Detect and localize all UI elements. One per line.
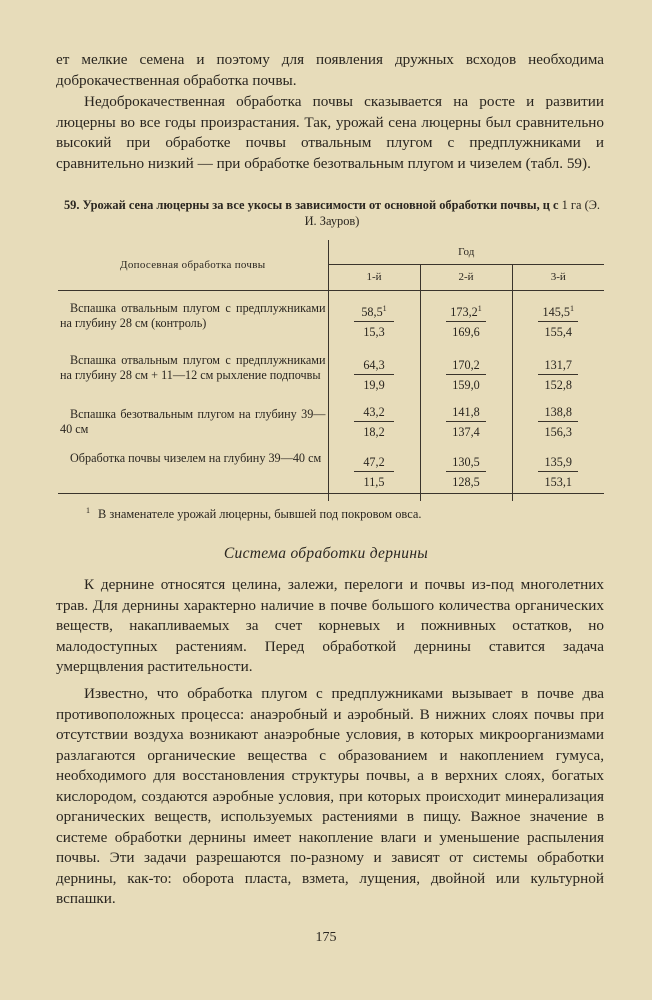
table-row (58, 405, 604, 449)
cell: 43,2 18,2 (328, 405, 420, 449)
row-label: Обработка почвы чизелем на глубину 39—40 см (70, 451, 322, 465)
paragraph-sod-definition: К дернине относятся целина, залежи, перелоги и почвы из-под многолетних трав. Для дернины характерно наличие в почве большого количества органических веществ, накапливаемых за счет корневых и пожнивных остатков, но малодоступных растениям. Перед обработкой дернины ставится задача умерщвления растительности. (56, 576, 604, 675)
row-label: Вспашка отвальным плугом с предплужниками на глубину 28 см (контроль) (60, 301, 326, 330)
page-number: 175 (315, 930, 337, 945)
footnote-text: В знаменателе урожай люцерны, бывшей под покровом овса. (98, 507, 422, 521)
cell: 135,9 153,1 (512, 449, 604, 501)
header-year: Год (328, 240, 604, 265)
paragraph-plowing-processes: Известно, что обработка плугом с предплужниками вызывает в почве два противоположных процесса: анаэробный и аэробный. В нижних слоях почвы при отсутствии воздуха возникают анаэробные условия, в которых микроорганизмами разлагаются органические вещества с образованием и накоплением гумуса, необходимого для восстановления структуры почвы, а в верхних слоях, богатых кислородом, создаются аэробные условия, при которых происходит минерализация органических веществ, используемых растениями в пищу. Важное значение в системе обработки дернины имеет накопление влаги и уменьшение распыления почвы. Эти задачи разрешаются по-разному и зависят от системы обработки дернины, как-то: оборота пласта, взмета, лущения, двойной или культурной вспашки. (56, 685, 604, 907)
table-caption-source: 1 га (Э. И. Зауров) (304, 198, 600, 228)
row-label: Вспашка безотвальным плугом на глубину 39—40 см (60, 407, 326, 436)
paragraph-continued: ет мелкие семена и поэтому для появления дружных всходов необходима доброкачественная обработка почвы. (56, 51, 604, 89)
yield-table (58, 240, 604, 501)
cell: 131,7 152,8 (512, 351, 604, 405)
header-year-3: 3-й (512, 265, 604, 291)
cell: 64,3 19,9 (328, 351, 420, 405)
table-caption-title: 59. Урожай сена люцерны за все укосы в зависимости от основной обработки почвы, ц с (63, 198, 559, 212)
table-row (58, 351, 604, 405)
cell: 138,8 156,3 (512, 405, 604, 449)
cell: 141,8 137,4 (420, 405, 512, 449)
cell: 145,5$^1$ 155,4 (512, 291, 604, 352)
cell: 47,2 11,5 (328, 449, 420, 501)
footnote-mark: 1 (86, 506, 90, 515)
table-bottom-rule (58, 493, 604, 494)
header-treatment: Допосевная обработка почвы (58, 240, 328, 291)
cell: 170,2 159,0 (420, 351, 512, 405)
section-title: Система обработки дернины (223, 545, 429, 562)
header-year-1: 1-й (328, 265, 420, 291)
row-label: Вспашка отвальным плугом с предплужниками на глубину 28 см + 11—12 см рыхление подпочвы (60, 353, 326, 382)
cell: 130,5 128,5 (420, 449, 512, 501)
footnote (86, 503, 421, 522)
cell: 173,2$^1$ 169,6 (420, 291, 512, 352)
cell: 58,5$^1$ 15,3 (328, 291, 420, 352)
table-row (58, 291, 604, 352)
table-caption (58, 197, 606, 229)
header-year-2: 2-й (420, 265, 512, 291)
paragraph-yield-effect: Недоброкачественная обработка почвы сказывается на росте и развитии люцерны во все годы произрастания. Так, урожай сена люцерны был сравнительно высокий при обработке почвы отвальным плугом с предплужниками и сравнительно низкий — при обработке безотвальным плугом и чизелем (табл. 59). (56, 93, 604, 172)
